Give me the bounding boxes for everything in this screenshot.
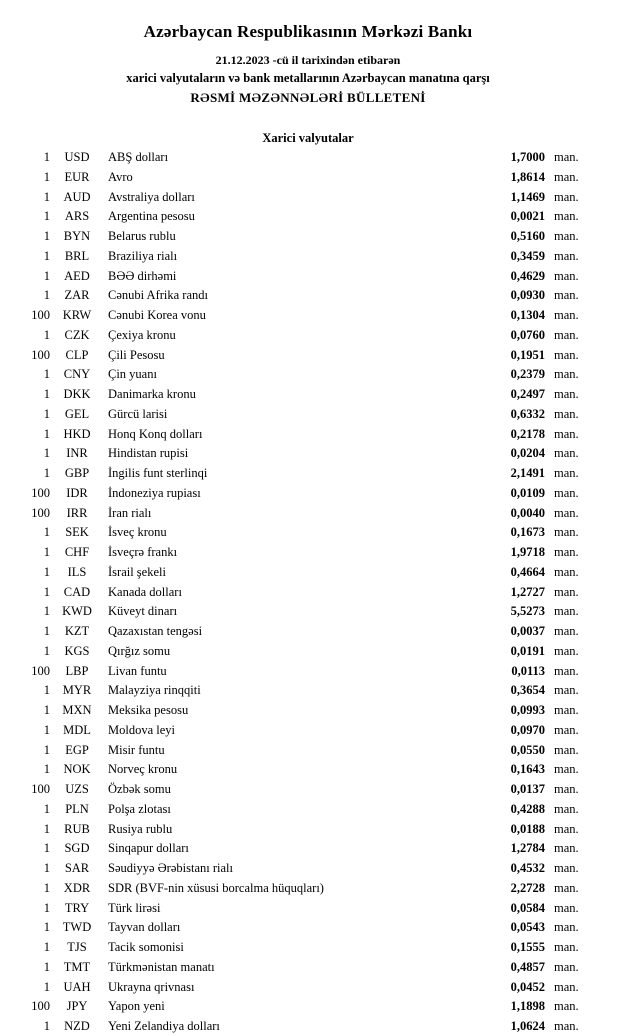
table-row xyxy=(26,978,590,998)
unit-label: man. xyxy=(554,624,579,638)
unit-label: man. xyxy=(554,505,579,520)
unit-label: man. xyxy=(554,485,579,500)
currency-code: TRY xyxy=(64,900,90,915)
currency-name: İran rialı xyxy=(108,505,152,520)
currency-code: MXN xyxy=(62,703,92,717)
rate-value: 0,0993 xyxy=(510,703,545,717)
currency-code: SAR xyxy=(64,861,90,875)
table-row xyxy=(26,938,590,958)
table-row xyxy=(26,425,590,445)
currency-name: Qırğız somu xyxy=(108,643,171,658)
quantity: 1 xyxy=(43,762,50,777)
rate-value: 1,0624 xyxy=(510,1019,545,1033)
unit-label: man. xyxy=(554,406,579,421)
currency-code: IRR xyxy=(66,505,88,520)
unit-label: man. xyxy=(554,663,579,678)
currency-name: Hindistan rupisi xyxy=(108,446,189,461)
table-row xyxy=(26,721,590,741)
quantity: 1 xyxy=(43,229,50,243)
quantity: 1 xyxy=(43,525,50,540)
rate-value: 2,2728 xyxy=(510,880,545,895)
unit-label: man. xyxy=(554,584,579,599)
unit-label: man. xyxy=(554,1019,579,1033)
currency-code: MDL xyxy=(63,722,91,737)
rate-value: 0,5160 xyxy=(510,229,545,243)
currency-name: İndoneziya rupiası xyxy=(108,485,201,500)
rate-value: 1,7000 xyxy=(510,150,545,164)
quantity: 100 xyxy=(31,782,50,796)
rate-value: 0,3654 xyxy=(510,683,545,698)
quantity: 1 xyxy=(43,387,50,401)
currency-code: HKD xyxy=(63,426,91,441)
rate-value: 0,6332 xyxy=(510,406,545,421)
currency-name: Misir funtu xyxy=(108,742,165,757)
quantity: 1 xyxy=(43,426,50,441)
rates-table xyxy=(26,148,590,1036)
table-row xyxy=(26,918,590,938)
currency-name: Türk lirəsi xyxy=(108,900,161,915)
rate-value: 0,0970 xyxy=(510,722,545,737)
quantity: 1 xyxy=(43,643,50,658)
currency-code: XDR xyxy=(63,880,91,895)
currency-code: ARS xyxy=(64,209,90,224)
unit-label: man. xyxy=(554,268,579,283)
table-row xyxy=(26,760,590,780)
currency-code: SGD xyxy=(64,841,90,856)
rate-value: 0,0137 xyxy=(510,782,545,796)
unit-label: man. xyxy=(554,900,579,915)
unit-label: man. xyxy=(554,466,579,480)
currency-name: Türkmənistan manatı xyxy=(108,959,215,974)
unit-label: man. xyxy=(554,426,579,441)
table-row xyxy=(26,207,590,227)
currency-name: Çexiya kronu xyxy=(108,327,176,342)
unit-label: man. xyxy=(554,801,579,816)
table-row xyxy=(26,563,590,583)
table-row xyxy=(26,839,590,859)
currency-code: KWD xyxy=(62,604,92,619)
table-row xyxy=(26,622,590,642)
currency-code: KGS xyxy=(64,643,90,658)
rate-value: 0,1951 xyxy=(510,347,545,362)
currency-name: Səudiyyə Ərəbistanı rialı xyxy=(108,861,233,875)
currency-code: DKK xyxy=(63,387,91,401)
currency-code: SEK xyxy=(65,525,89,540)
quantity: 1 xyxy=(43,722,50,737)
rate-value: 1,8614 xyxy=(510,169,545,184)
unit-label: man. xyxy=(554,367,579,382)
table-row xyxy=(26,385,590,405)
quantity: 1 xyxy=(43,683,50,698)
quantity: 1 xyxy=(43,545,50,559)
currency-code: AED xyxy=(64,268,90,283)
currency-code: CHF xyxy=(64,545,90,559)
currency-name: Braziliya rialı xyxy=(108,248,178,263)
quantity: 1 xyxy=(43,150,50,164)
rate-value: 0,0543 xyxy=(510,920,545,935)
unit-label: man. xyxy=(554,979,579,994)
unit-label: man. xyxy=(554,683,579,698)
table-row xyxy=(26,326,590,346)
rate-value: 0,1304 xyxy=(510,308,545,322)
currency-name: Norveç kronu xyxy=(108,762,178,777)
table-row xyxy=(26,444,590,464)
unit-label: man. xyxy=(554,525,579,540)
currency-name: Avro xyxy=(108,169,133,184)
currency-name: Küveyt dinarı xyxy=(108,604,178,619)
currency-code: CLP xyxy=(65,347,89,362)
currency-code: TMT xyxy=(63,959,91,974)
currency-code: RUB xyxy=(64,821,90,836)
rate-value: 0,0040 xyxy=(510,505,545,520)
currency-name: ABŞ dolları xyxy=(108,150,169,164)
currency-name: Honq Konq dolları xyxy=(108,426,203,441)
rate-value: 0,0021 xyxy=(510,209,545,224)
rate-value: 0,2497 xyxy=(510,387,545,401)
rate-value: 0,0930 xyxy=(510,288,545,303)
quantity: 1 xyxy=(43,1019,50,1033)
quantity: 1 xyxy=(43,209,50,224)
table-row xyxy=(26,602,590,622)
currency-name: Moldova leyi xyxy=(108,722,176,737)
quantity: 1 xyxy=(43,900,50,915)
currency-code: UAH xyxy=(63,979,91,994)
unit-label: man. xyxy=(554,288,579,303)
table-row xyxy=(26,188,590,208)
unit-label: man. xyxy=(554,387,579,401)
quantity: 100 xyxy=(31,485,50,500)
currency-name: Tacik somonisi xyxy=(108,940,184,954)
rate-value: 0,0109 xyxy=(510,485,545,500)
quantity: 1 xyxy=(43,920,50,935)
table-row xyxy=(26,168,590,188)
quantity: 1 xyxy=(43,446,50,461)
currency-code: INR xyxy=(66,446,88,461)
currency-name: Argentina pesosu xyxy=(108,209,195,224)
quantity: 1 xyxy=(43,288,50,303)
currency-name: Livan funtu xyxy=(108,663,167,678)
quantity: 1 xyxy=(43,248,50,263)
currency-name: Gürcü larisi xyxy=(108,406,168,421)
rate-value: 0,0191 xyxy=(510,643,545,658)
table-row xyxy=(26,405,590,425)
quantity: 1 xyxy=(43,821,50,836)
quantity: 1 xyxy=(43,940,50,954)
rate-value: 0,2178 xyxy=(510,426,545,441)
currency-name: Yapon yeni xyxy=(108,999,165,1014)
currency-code: MYR xyxy=(62,683,92,698)
currency-name: İsrail şekeli xyxy=(108,564,166,579)
quantity: 1 xyxy=(43,268,50,283)
unit-label: man. xyxy=(554,999,579,1014)
rate-value: 0,0204 xyxy=(510,446,545,461)
currency-name: Cənubi Korea vonu xyxy=(108,308,206,322)
table-row xyxy=(26,958,590,978)
rate-value: 0,0037 xyxy=(510,624,545,638)
currency-code: TJS xyxy=(67,940,87,954)
table-row xyxy=(26,286,590,306)
quantity: 1 xyxy=(43,584,50,599)
currency-code: BRL xyxy=(64,248,90,263)
currency-name: İsveç kronu xyxy=(108,525,167,540)
unit-label: man. xyxy=(554,150,579,164)
currency-name: Cənubi Afrika randı xyxy=(108,288,208,303)
unit-label: man. xyxy=(554,703,579,717)
currency-name: Belarus rublu xyxy=(108,229,176,243)
table-row xyxy=(26,662,590,682)
unit-label: man. xyxy=(554,169,579,184)
quantity: 1 xyxy=(43,169,50,184)
table-row xyxy=(26,701,590,721)
rate-value: 0,0113 xyxy=(511,663,545,678)
currency-name: Danimarka kronu xyxy=(108,387,196,401)
currency-code: PLN xyxy=(65,801,89,816)
unit-label: man. xyxy=(554,940,579,954)
quantity: 1 xyxy=(43,466,50,480)
table-row xyxy=(26,523,590,543)
currency-code: JPY xyxy=(66,999,88,1014)
unit-label: man. xyxy=(554,880,579,895)
unit-label: man. xyxy=(554,347,579,362)
currency-code: LBP xyxy=(65,663,89,678)
table-row xyxy=(26,306,590,326)
quantity: 1 xyxy=(43,861,50,875)
rate-value: 5,5273 xyxy=(510,604,545,619)
table-row xyxy=(26,1017,590,1036)
currency-name: Ukrayna qrivnası xyxy=(108,979,195,994)
currency-code: EGP xyxy=(65,742,89,757)
rate-value: 0,4629 xyxy=(510,268,545,283)
unit-label: man. xyxy=(554,229,579,243)
quantity: 1 xyxy=(43,880,50,895)
currency-name: Yeni Zelandiya dolları xyxy=(108,1019,220,1033)
table-row xyxy=(26,859,590,879)
table-row xyxy=(26,267,590,287)
rate-value: 0,0760 xyxy=(510,327,545,342)
currency-name: Çili Pesosu xyxy=(108,347,165,362)
unit-label: man. xyxy=(554,959,579,974)
quantity: 100 xyxy=(31,663,50,678)
unit-label: man. xyxy=(554,308,579,322)
currency-code: CNY xyxy=(63,367,91,382)
currency-name: Tayvan dolları xyxy=(108,920,181,935)
unit-label: man. xyxy=(554,209,579,224)
rate-value: 0,4532 xyxy=(510,861,545,875)
table-row xyxy=(26,741,590,761)
quantity: 1 xyxy=(43,564,50,579)
quantity: 1 xyxy=(43,189,50,204)
table-row xyxy=(26,681,590,701)
date-line: 21.12.2023 -cü il tarixindən etibarən xyxy=(215,53,401,67)
quantity: 1 xyxy=(43,367,50,382)
currency-code: BYN xyxy=(63,229,91,243)
quantity: 100 xyxy=(31,308,50,322)
currency-code: GEL xyxy=(64,406,90,421)
rate-value: 1,1469 xyxy=(510,189,545,204)
rate-value: 0,2379 xyxy=(510,367,545,382)
currency-code: NOK xyxy=(63,762,91,777)
table-row xyxy=(26,800,590,820)
unit-label: man. xyxy=(554,327,579,342)
quantity: 1 xyxy=(43,742,50,757)
currency-name: İsveçrə frankı xyxy=(108,545,178,559)
quantity: 1 xyxy=(43,406,50,421)
bulletin-title: RƏSMİ MƏZƏNNƏLƏRİ BÜLLETENİ xyxy=(190,90,426,105)
table-row xyxy=(26,504,590,524)
unit-label: man. xyxy=(554,604,579,619)
currency-code: CZK xyxy=(64,327,90,342)
rate-value: 0,4664 xyxy=(510,564,545,579)
rate-value: 1,9718 xyxy=(510,545,545,559)
table-row xyxy=(26,899,590,919)
table-row xyxy=(26,879,590,899)
currency-code: AUD xyxy=(63,189,91,204)
currency-code: EUR xyxy=(64,169,90,184)
unit-label: man. xyxy=(554,782,579,796)
currency-name: Sinqapur dolları xyxy=(108,841,189,856)
currency-name: Polşa zlotası xyxy=(108,801,171,816)
currency-code: ZAR xyxy=(64,288,90,303)
currency-code: IDR xyxy=(66,485,88,500)
unit-label: man. xyxy=(554,861,579,875)
quantity: 1 xyxy=(43,841,50,856)
currency-name: Avstraliya dolları xyxy=(108,189,195,204)
rate-value: 0,1643 xyxy=(510,762,545,777)
quantity: 100 xyxy=(31,347,50,362)
currency-code: UZS xyxy=(65,782,89,796)
currency-name: İngilis funt sterlinqi xyxy=(108,466,208,480)
currency-code: KZT xyxy=(64,624,90,638)
currency-code: TWD xyxy=(62,920,92,935)
currency-name: Rusiya rublu xyxy=(108,821,173,836)
currency-name: Meksika pesosu xyxy=(108,703,189,717)
rate-value: 0,3459 xyxy=(510,248,545,263)
unit-label: man. xyxy=(554,545,579,559)
rate-value: 0,0584 xyxy=(510,900,545,915)
table-row xyxy=(26,780,590,800)
currency-name: Özbək somu xyxy=(108,782,171,796)
table-row xyxy=(26,346,590,366)
currency-name: Kanada dolları xyxy=(108,584,182,599)
quantity: 100 xyxy=(31,505,50,520)
table-row xyxy=(26,464,590,484)
rate-value: 0,4857 xyxy=(510,959,545,974)
unit-label: man. xyxy=(554,564,579,579)
currency-name: BƏƏ dirhəmi xyxy=(108,268,177,283)
table-row xyxy=(26,247,590,267)
currency-code: KRW xyxy=(62,308,92,322)
table-row xyxy=(26,820,590,840)
section-heading: Xarici valyutalar xyxy=(262,131,354,145)
quantity: 1 xyxy=(43,703,50,717)
rate-value: 0,4288 xyxy=(510,801,545,816)
rate-value: 1,2784 xyxy=(510,841,545,856)
quantity: 1 xyxy=(43,959,50,974)
rate-value: 2,1491 xyxy=(510,466,545,480)
currency-name: Malayziya rinqqiti xyxy=(108,683,201,698)
unit-label: man. xyxy=(554,762,579,777)
unit-label: man. xyxy=(554,841,579,856)
currency-code: USD xyxy=(64,150,90,164)
quantity: 1 xyxy=(43,801,50,816)
rate-value: 1,1898 xyxy=(510,999,545,1014)
table-row xyxy=(26,148,590,168)
table-row xyxy=(26,543,590,563)
rate-value: 0,0550 xyxy=(510,742,545,757)
currency-name: Çin yuanı xyxy=(108,367,157,382)
rate-value: 0,1673 xyxy=(510,525,545,540)
table-row xyxy=(26,484,590,504)
unit-label: man. xyxy=(554,821,579,836)
subject-line: xarici valyutaların və bank metallarının Azərbaycan manatına qarşı xyxy=(126,71,490,85)
unit-label: man. xyxy=(554,189,579,204)
page-title: Azərbaycan Respublikasının Mərkəzi Bankı xyxy=(143,22,473,41)
currency-code: GBP xyxy=(64,466,90,480)
table-row xyxy=(26,365,590,385)
unit-label: man. xyxy=(554,248,579,263)
unit-label: man. xyxy=(554,920,579,935)
rate-value: 0,0452 xyxy=(510,979,545,994)
currency-code: NZD xyxy=(64,1019,90,1033)
rate-value: 1,2727 xyxy=(510,584,545,599)
rate-value: 0,1555 xyxy=(510,940,545,954)
table-row xyxy=(26,997,590,1017)
currency-code: ILS xyxy=(67,564,87,579)
quantity: 1 xyxy=(43,604,50,619)
unit-label: man. xyxy=(554,446,579,461)
quantity: 100 xyxy=(31,999,50,1014)
quantity: 1 xyxy=(43,327,50,342)
table-row xyxy=(26,642,590,662)
currency-name: Qazaxıstan tengəsi xyxy=(108,624,203,638)
table-row xyxy=(26,227,590,247)
currency-name: SDR (BVF-nin xüsusi borcalma hüquqları) xyxy=(108,880,324,895)
quantity: 1 xyxy=(43,624,50,638)
currency-code: CAD xyxy=(63,584,91,599)
quantity: 1 xyxy=(43,979,50,994)
table-row xyxy=(26,583,590,603)
unit-label: man. xyxy=(554,722,579,737)
unit-label: man. xyxy=(554,643,579,658)
rate-value: 0,0188 xyxy=(510,821,545,836)
unit-label: man. xyxy=(554,742,579,757)
